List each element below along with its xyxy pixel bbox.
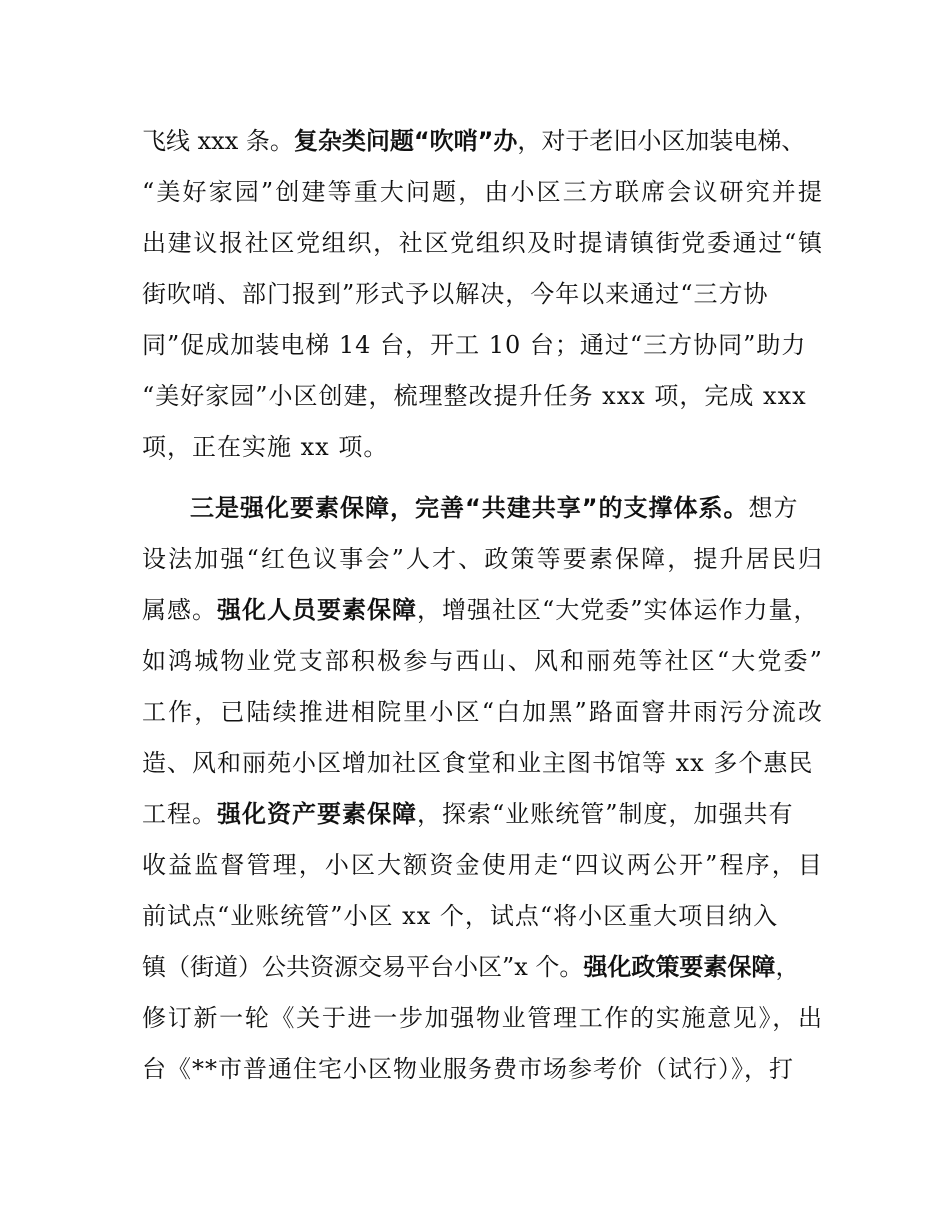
paragraph-line xyxy=(142,537,825,581)
paragraph-line xyxy=(142,894,822,938)
paragraph-line xyxy=(142,119,822,163)
text-run: 前试点“业账统管”小区 xx 个，试点“将小区重大项目纳入 xyxy=(142,902,779,930)
paragraph-line xyxy=(142,221,822,265)
paragraph-line xyxy=(142,374,822,418)
text-run: 工作，已陆续推进相院里小区“白加黑”路面窨井雨污分流改 xyxy=(142,698,825,726)
text-run: 出建议报社区党组织，社区党组织及时提请镇街党委通过“镇 xyxy=(142,229,824,257)
text-run: 台《**市普通住宅小区物业服务费市场参考价（试行）》，打 xyxy=(142,1055,794,1083)
paragraph-line xyxy=(142,588,822,632)
paragraph-line xyxy=(142,996,822,1040)
paragraph-line xyxy=(142,741,822,785)
text-run: 同”促成加装电梯 14 台，开工 10 台；通过“三方协同”助力 xyxy=(142,331,807,359)
bold-heading-run: 三是强化要素保障，完善“共建共享”的支撑体系。 xyxy=(190,494,749,522)
paragraph-line xyxy=(142,792,822,836)
text-run: 项，正在实施 xx 项。 xyxy=(142,433,389,461)
paragraph-line xyxy=(142,945,822,989)
paragraph-line xyxy=(142,639,825,683)
bold-heading-run: 强化政策要素保障 xyxy=(583,953,776,981)
text-run: ，探索“业账统管”制度，加强共有 xyxy=(417,800,794,828)
text-run: 如鸿城物业党支部积极参与西山、风和丽苑等社区“大党委” xyxy=(142,647,825,675)
paragraph-first-line xyxy=(190,486,822,530)
text-run: 修订新一轮《关于进一步加强物业管理工作的实施意见》，出 xyxy=(142,1004,824,1032)
text-run: ，对于老旧小区加装电梯、 xyxy=(517,127,806,155)
paragraph-line xyxy=(142,272,822,316)
text-run: ， xyxy=(775,953,800,981)
text-run: 收益监督管理，小区大额资金使用走“四议两公开”程序，目 xyxy=(142,851,825,879)
text-run: 想方 xyxy=(748,494,799,522)
text-run: ，增强社区“大党委”实体运作力量， xyxy=(417,596,819,624)
bold-heading-run: 强化人员要素保障 xyxy=(217,596,417,624)
paragraph-line xyxy=(142,170,825,214)
text-run: “美好家园”创建等重大问题，由小区三方联席会议研究并提 xyxy=(142,178,825,206)
text-run: 街吹哨、部门报到”形式予以解决，今年以来通过“三方协 xyxy=(142,280,769,308)
text-run: 飞线 xxx 条。 xyxy=(142,127,294,155)
text-run: 属感。 xyxy=(142,596,217,624)
text-run: 造、风和丽苑小区增加社区食堂和业主图书馆等 xx 多个惠民 xyxy=(142,749,814,777)
paragraph-line xyxy=(142,323,822,367)
paragraph-line xyxy=(142,843,825,887)
text-run: 工程。 xyxy=(142,800,217,828)
paragraph-line xyxy=(142,425,822,469)
paragraph-line xyxy=(142,690,825,734)
bold-heading-run: 复杂类问题“吹哨”办 xyxy=(293,127,518,155)
text-run: “美好家园”小区创建，梳理整改提升任务 xxx 项，完成 xxx xyxy=(142,382,807,410)
text-run: 设法加强“红色议事会”人才、政策等要素保障，提升居民归 xyxy=(142,545,825,573)
paragraph-line xyxy=(142,1047,822,1091)
text-run: 镇（街道）公共资源交易平台小区”x 个。 xyxy=(142,953,584,981)
bold-heading-run: 强化资产要素保障 xyxy=(217,800,417,828)
